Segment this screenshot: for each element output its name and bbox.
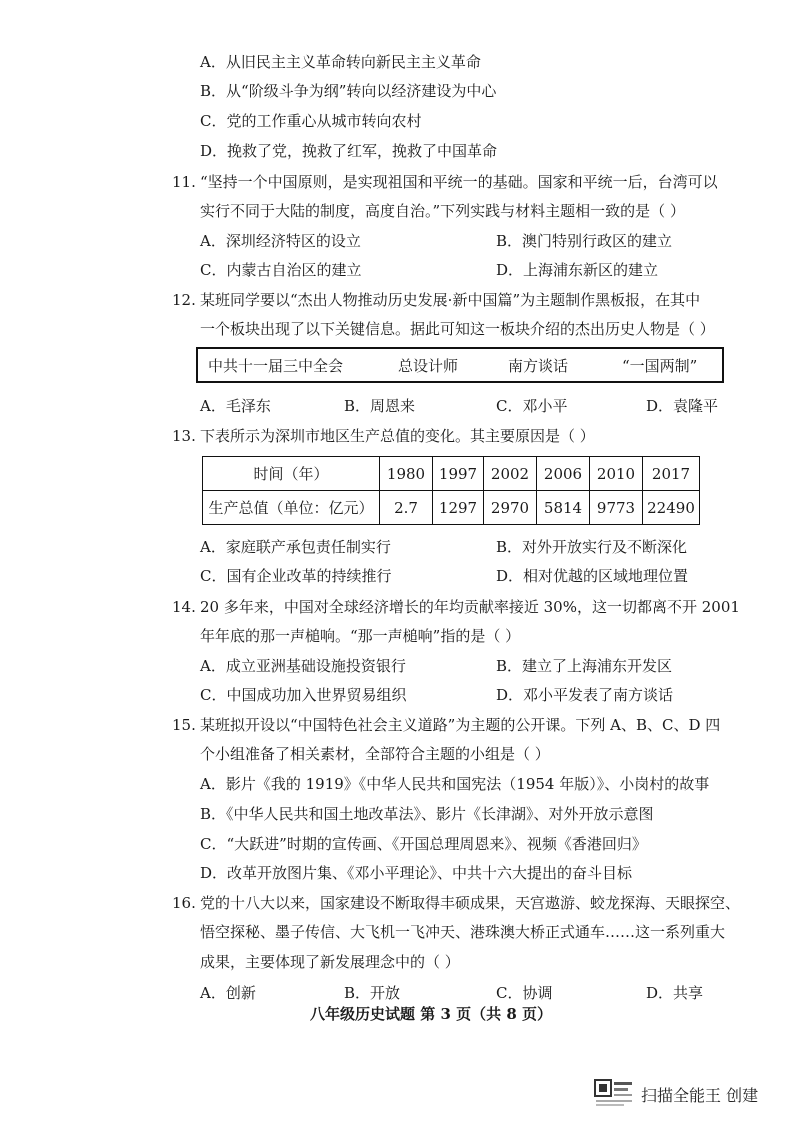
q12-keyword-2: 总设计师 [398, 357, 459, 375]
q14-option-a: A．成立亚洲基础设施投资银行 [200, 657, 406, 675]
q16-option-c: C．协调 [496, 984, 553, 1002]
q15-option-a: A．影片《我的 1919》《中华人民共和国宪法（1954 年版）》、小岗村的故事 [200, 775, 710, 793]
q13-option-b: B．对外开放实行及不断深化 [496, 538, 688, 556]
scanner-watermark-label: 扫描全能王 创建 [641, 1086, 759, 1105]
table-cell: 2002 [484, 457, 537, 491]
q12-option-d: D．袁隆平 [646, 397, 719, 415]
q10-option-d: D．挽救了党，挽救了红军，挽救了中国革命 [200, 142, 498, 160]
table-header-gdp: 生产总值（单位：亿元） [203, 491, 380, 525]
table-cell: 2006 [537, 457, 590, 491]
q10-option-c: C．党的工作重心从城市转向农村 [200, 112, 422, 130]
q16-stem-line1: 党的十八大以来，国家建设不断取得丰硕成果，天宫遨游、蛟龙探海、天眼探空、 [200, 894, 741, 912]
q12-number: 12. [172, 291, 196, 309]
q10-option-a: A．从旧民主主义革命转向新民主主义革命 [200, 53, 481, 71]
scanner-logo-icon [594, 1079, 634, 1109]
q13-option-a: A．家庭联产承包责任制实行 [200, 538, 391, 556]
q14-number: 14. [172, 598, 196, 616]
q13-number: 13. [172, 427, 196, 445]
q15-stem-line2: 个小组准备了相关素材，全部符合主题的小组是（ ） [200, 745, 550, 763]
table-cell: 2010 [590, 457, 643, 491]
q15-option-d: D．改革开放图片集、《邓小平理论》、中共十六大提出的奋斗目标 [200, 864, 633, 882]
table-row [203, 491, 700, 525]
q11-stem-line1: “坚持一个中国原则，是实现祖国和平统一的基础。国家和平统一后，台湾可以 [200, 173, 718, 191]
q16-option-a: A．创新 [200, 984, 256, 1002]
table-cell: 2.7 [380, 491, 433, 525]
table-cell: 9773 [590, 491, 643, 525]
q16-option-b: B．开放 [344, 984, 401, 1002]
q16-number: 16. [172, 894, 196, 912]
table-cell: 5814 [537, 491, 590, 525]
table-cell: 1997 [433, 457, 484, 491]
q11-option-c: C．内蒙古自治区的建立 [200, 261, 362, 279]
q16-stem-line3: 成果，主要体现了新发展理念中的（ ） [200, 953, 460, 971]
q16-option-d: D．共享 [646, 984, 704, 1002]
q11-number: 11. [172, 173, 196, 191]
q12-keyword-box [196, 347, 724, 383]
q15-option-b: B．《中华人民共和国土地改革法》、影片《长津湖》、对外开放示意图 [200, 805, 654, 823]
q12-keyword-3: 南方谈话 [508, 357, 569, 375]
q14-stem-line1: 20 多年来，中国对全球经济增长的年均贡献率接近 30%，这一切都离不开 2001 [200, 598, 740, 616]
q11-option-a: A．深圳经济特区的设立 [200, 232, 361, 250]
table-cell: 1980 [380, 457, 433, 491]
q13-option-c: C．国有企业改革的持续推行 [200, 567, 392, 585]
q13-option-d: D．相对优越的区域地理位置 [496, 567, 689, 585]
q11-option-d: D．上海浦东新区的建立 [496, 261, 659, 279]
table-header-year: 时间（年） [203, 457, 380, 491]
q15-number: 15. [172, 716, 196, 734]
q15-option-c: C．“大跃进”时期的宣传画、《开国总理周恩来》、视频《香港回归》 [200, 835, 647, 853]
page-footer: 八年级历史试题 第 3 页（共 8 页） [310, 1005, 552, 1023]
q14-option-d: D．邓小平发表了南方谈话 [496, 686, 674, 704]
q14-option-c: C．中国成功加入世界贸易组织 [200, 686, 407, 704]
table-cell: 2017 [643, 457, 700, 491]
q11-option-b: B．澳门特别行政区的建立 [496, 232, 673, 250]
q12-keyword-4: “一国两制” [622, 357, 698, 375]
table-cell: 2970 [484, 491, 537, 525]
q12-option-c: C．邓小平 [496, 397, 568, 415]
table-row [203, 457, 700, 491]
q11-stem-line2: 实行不同于大陆的制度，高度自治。”下列实践与材料主题相一致的是（ ） [200, 202, 685, 220]
q15-stem-line1: 某班拟开设以“中国特色社会主义道路”为主题的公开课。下列 A、B、C、D 四 [200, 716, 721, 734]
q12-stem-line1: 某班同学要以“杰出人物推动历史发展·新中国篇”为主题制作黑板报，在其中 [200, 291, 701, 309]
q12-option-a: A．毛泽东 [200, 397, 271, 415]
gdp-table [202, 456, 700, 525]
q14-stem-line2: 年年底的那一声槌响。“那一声槌响”指的是（ ） [200, 627, 521, 645]
q12-option-b: B．周恩来 [344, 397, 416, 415]
q13-stem: 下表所示为深圳市地区生产总值的变化。其主要原因是（ ） [200, 427, 595, 445]
q14-option-b: B．建立了上海浦东开发区 [496, 657, 673, 675]
table-cell: 22490 [643, 491, 700, 525]
q16-stem-line2: 悟空探秘、墨子传信、大飞机一飞冲天、港珠澳大桥正式通车……这一系列重大 [200, 923, 726, 941]
table-cell: 1297 [433, 491, 484, 525]
q12-keyword-1: 中共十一届三中全会 [208, 357, 344, 375]
q10-option-b: B．从“阶级斗争为纲”转向以经济建设为中心 [200, 82, 497, 100]
q12-stem-line2: 一个板块出现了以下关键信息。据此可知这一板块介绍的杰出历史人物是（ ） [200, 320, 715, 338]
